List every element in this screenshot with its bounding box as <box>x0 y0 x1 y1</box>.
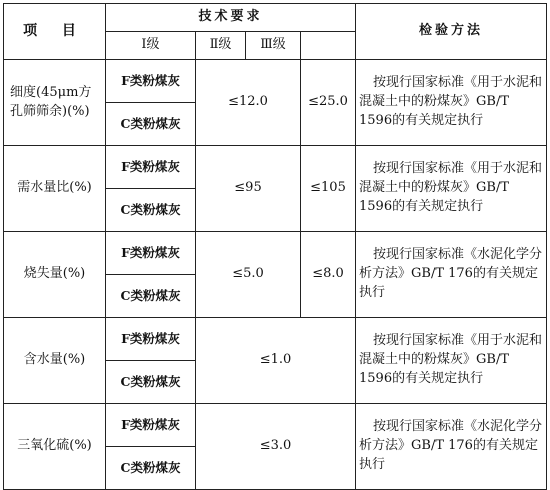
header-tech-requirements: 技术要求 <box>106 4 356 32</box>
header-item: 项 目 <box>4 4 106 60</box>
value-grade-1: ≤5.0 <box>196 232 301 318</box>
type-f-fly-ash: F类粉煤灰 <box>106 146 196 189</box>
fly-ash-spec-table <box>3 3 547 490</box>
type-f-fly-ash: F类粉煤灰 <box>106 232 196 275</box>
value-all-grades: ≤1.0 <box>196 318 356 404</box>
header-test-method: 检验方法 <box>356 4 547 60</box>
type-c-fly-ash: C类粉煤灰 <box>106 275 196 318</box>
test-method-text: 按现行国家标准《用于水泥和混凝土中的粉煤灰》GB/T 1596的有关规定执行 <box>356 318 547 404</box>
value-grade-1: ≤12.0 <box>196 60 301 146</box>
type-c-fly-ash: C类粉煤灰 <box>106 189 196 232</box>
row-item-water-demand: 需水量比(%) <box>4 146 106 232</box>
test-method-text: 按现行国家标准《用于水泥和混凝土中的粉煤灰》GB/T 1596的有关规定执行 <box>356 146 547 232</box>
row-item-fineness: 细度(45μm方孔筛筛余)(%) <box>4 60 106 146</box>
header-grade-1: Ⅰ级 <box>106 32 196 60</box>
value-grade-2: ≤8.0 <box>301 232 356 318</box>
type-c-fly-ash: C类粉煤灰 <box>106 361 196 404</box>
value-grade-2: ≤25.0 <box>301 60 356 146</box>
value-grade-1: ≤95 <box>196 146 301 232</box>
header-grade-2: Ⅱ级 <box>196 32 246 60</box>
test-method-text: 按现行国家标准《水泥化学分析方法》GB/T 176的有关规定执行 <box>356 404 547 490</box>
type-f-fly-ash: F类粉煤灰 <box>106 318 196 361</box>
type-c-fly-ash: C类粉煤灰 <box>106 103 196 146</box>
row-item-moisture-content: 含水量(%) <box>4 318 106 404</box>
value-all-grades: ≤3.0 <box>196 404 356 490</box>
row-item-loss-on-ignition: 烧失量(%) <box>4 232 106 318</box>
type-f-fly-ash: F类粉煤灰 <box>106 60 196 103</box>
test-method-text: 按现行国家标准《水泥化学分析方法》GB/T 176的有关规定执行 <box>356 232 547 318</box>
type-c-fly-ash: C类粉煤灰 <box>106 447 196 490</box>
row-item-sulfur-trioxide: 三氧化硫(%) <box>4 404 106 490</box>
value-grade-2: ≤105 <box>301 146 356 232</box>
type-f-fly-ash: F类粉煤灰 <box>106 404 196 447</box>
test-method-text: 按现行国家标准《用于水泥和混凝土中的粉煤灰》GB/T 1596的有关规定执行 <box>356 60 547 146</box>
header-grade-3: Ⅲ级 <box>246 32 301 60</box>
